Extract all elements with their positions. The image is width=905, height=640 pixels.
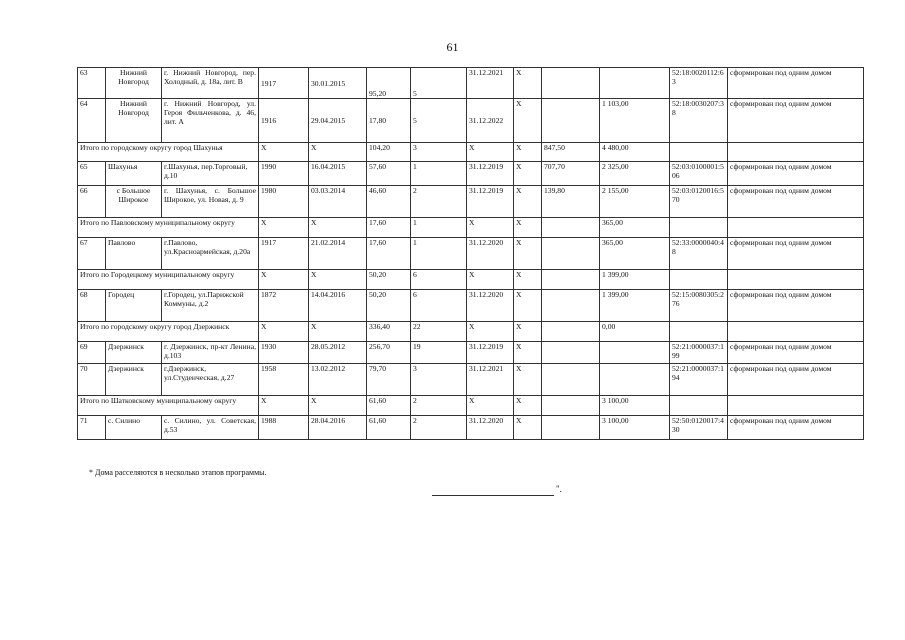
- cell-area: 17,60: [367, 218, 411, 238]
- cell-area: 50,20: [367, 290, 411, 322]
- cell-x: X: [514, 238, 542, 270]
- cell-date: 28.05.2012: [309, 342, 367, 364]
- cell-year: X: [259, 270, 309, 290]
- cell-amount: 0,00: [600, 322, 670, 342]
- cell-year: 1872: [259, 290, 309, 322]
- cell-note: сформирован под одним домом: [728, 68, 864, 99]
- cell-amount: 365,00: [600, 238, 670, 270]
- cell-settlement: Нижний Новгород: [106, 68, 162, 99]
- cell-note: сформирован под одним домом: [728, 238, 864, 270]
- cell-cadastral: 52:21:0000037:194: [670, 364, 728, 396]
- cell-year: 1917: [259, 238, 309, 270]
- cell-area: 104,20: [367, 143, 411, 162]
- table-row: [78, 342, 864, 364]
- cell-settlement: Павлово: [106, 238, 162, 270]
- cell-x: X: [514, 270, 542, 290]
- cell-note: сформирован под одним домом: [728, 364, 864, 396]
- cell-date: 14.04.2016: [309, 290, 367, 322]
- cell-amount: 139,80: [542, 186, 600, 218]
- cell-note: сформирован под одним домом: [728, 162, 864, 186]
- cell-year: 1980: [259, 186, 309, 218]
- cell-amount: [542, 416, 600, 440]
- page-number: 61: [446, 40, 459, 54]
- cell-amount: [542, 99, 600, 143]
- cell-residents: 2: [411, 416, 467, 440]
- cell-x: X: [514, 396, 542, 416]
- cell-deadline: 31.12.2019: [467, 342, 514, 364]
- cell-x: X: [514, 322, 542, 342]
- cell-settlement: Нижний Новгород: [106, 99, 162, 143]
- cell-empty: [670, 143, 728, 162]
- cell-residents: 5: [411, 68, 467, 99]
- cell-cadastral: 52:03:0120016:570: [670, 186, 728, 218]
- cell-amount: [542, 270, 600, 290]
- cell-deadline: X: [467, 396, 514, 416]
- cell-amount: 1 399,00: [600, 270, 670, 290]
- cell-date: X: [309, 270, 367, 290]
- table-row: [78, 186, 864, 218]
- cell-date: 13.02.2012: [309, 364, 367, 396]
- cell-area: 57,60: [367, 162, 411, 186]
- cell-cadastral: 52:18:0020112:63: [670, 68, 728, 99]
- cell-settlement: с. Силино: [106, 416, 162, 440]
- cell-no: 71: [78, 416, 106, 440]
- cell-note: сформирован под одним домом: [728, 186, 864, 218]
- cell-x: X: [514, 416, 542, 440]
- cell-settlement: Дзержинск: [106, 342, 162, 364]
- cell-no: 66: [78, 186, 106, 218]
- total-label: Итого по Шатковскому муниципальному округу: [78, 396, 259, 416]
- cell-address: г.Городец, ул.Парижской Коммуны, д.2: [162, 290, 259, 322]
- cell-deadline: 31.12.2020: [467, 416, 514, 440]
- cell-empty: [670, 396, 728, 416]
- cell-residents: 6: [411, 270, 467, 290]
- cell-empty: [670, 270, 728, 290]
- cell-area: 61,60: [367, 396, 411, 416]
- total-row: [78, 322, 864, 342]
- total-row: [78, 143, 864, 162]
- closing-quote: ".: [556, 484, 562, 494]
- cell-x: X: [514, 218, 542, 238]
- cell-year: 1916: [259, 99, 309, 143]
- closing-line: [432, 486, 554, 496]
- cell-cadastral: 52:03:0100001:506: [670, 162, 728, 186]
- cell-area: 79,70: [367, 364, 411, 396]
- cell-residents: 6: [411, 290, 467, 322]
- cell-amount: 3 100,00: [600, 396, 670, 416]
- cell-address: г. Нижний Новгород, ул. Героя Фильченкова, д. 46, лит. А: [162, 99, 259, 143]
- cell-amount: [542, 68, 600, 99]
- cell-date: X: [309, 143, 367, 162]
- cell-note: сформирован под одним домом: [728, 342, 864, 364]
- cell-x: X: [514, 143, 542, 162]
- cell-year: 1917: [259, 68, 309, 99]
- cell-date: X: [309, 396, 367, 416]
- cell-area: 95,20: [367, 68, 411, 99]
- cell-residents: 2: [411, 186, 467, 218]
- cell-amount: 4 480,00: [600, 143, 670, 162]
- table-row: [78, 238, 864, 270]
- cell-no: 67: [78, 238, 106, 270]
- cell-amount: 2 325,00: [600, 162, 670, 186]
- cell-cadastral: 52:18:0030207:38: [670, 99, 728, 143]
- cell-area: 336,40: [367, 322, 411, 342]
- cell-amount: 1 399,00: [600, 290, 670, 322]
- cell-date: 16.04.2015: [309, 162, 367, 186]
- cell-deadline: 31.12.2021: [467, 68, 514, 99]
- cell-date: 29.04.2015: [309, 99, 367, 143]
- cell-amount: 3 100,00: [600, 416, 670, 440]
- table-row: [78, 99, 864, 143]
- table-row: [78, 68, 864, 99]
- cell-address: г. Шахунья, с. Большое Широкое, ул. Новая, д. 9: [162, 186, 259, 218]
- table-row: [78, 364, 864, 396]
- cell-amount: 1 103,00: [600, 99, 670, 143]
- total-row: [78, 270, 864, 290]
- cell-empty: [728, 218, 864, 238]
- cell-settlement: Шахунья: [106, 162, 162, 186]
- cell-no: 64: [78, 99, 106, 143]
- cell-empty: [728, 322, 864, 342]
- total-label: Итого по Павловскому муниципальному округу: [78, 218, 259, 238]
- cell-amount: [600, 342, 670, 364]
- cell-residents: 2: [411, 396, 467, 416]
- cell-residents: 1: [411, 162, 467, 186]
- cell-amount: [542, 396, 600, 416]
- cell-empty: [670, 218, 728, 238]
- cell-residents: 1: [411, 218, 467, 238]
- cell-address: г.Павлово, ул.Красноармейская, д.20а: [162, 238, 259, 270]
- cell-area: 50,20: [367, 270, 411, 290]
- cell-year: X: [259, 218, 309, 238]
- resettlement-table: [77, 67, 864, 440]
- cell-year: 1958: [259, 364, 309, 396]
- cell-area: 17,80: [367, 99, 411, 143]
- total-label: Итого по городскому округу город Шахунья: [78, 143, 259, 162]
- cell-no: 65: [78, 162, 106, 186]
- cell-residents: 19: [411, 342, 467, 364]
- cell-settlement: Дзержинск: [106, 364, 162, 396]
- cell-area: 17,60: [367, 238, 411, 270]
- cell-area: 61,60: [367, 416, 411, 440]
- cell-x: X: [514, 99, 542, 143]
- cell-note: сформирован под одним домом: [728, 99, 864, 143]
- cell-x: X: [514, 342, 542, 364]
- cell-no: 68: [78, 290, 106, 322]
- cell-date: 03.03.2014: [309, 186, 367, 218]
- cell-no: 63: [78, 68, 106, 99]
- table-row: [78, 290, 864, 322]
- cell-empty: [728, 396, 864, 416]
- cell-address: с. Силино, ул. Советская, д.53: [162, 416, 259, 440]
- total-label: Итого по городскому округу город Дзержинск: [78, 322, 259, 342]
- cell-settlement: с Большое Широкое: [106, 186, 162, 218]
- cell-deadline: 31.12.2019: [467, 186, 514, 218]
- cell-cadastral: 52:21:0000037:199: [670, 342, 728, 364]
- cell-amount: [542, 290, 600, 322]
- cell-amount: [542, 322, 600, 342]
- cell-deadline: X: [467, 322, 514, 342]
- cell-note: сформирован под одним домом: [728, 416, 864, 440]
- cell-cadastral: 52:50:0120017:430: [670, 416, 728, 440]
- cell-x: X: [514, 186, 542, 218]
- cell-deadline: X: [467, 218, 514, 238]
- cell-date: 28.04.2016: [309, 416, 367, 440]
- cell-area: 256,70: [367, 342, 411, 364]
- cell-empty: [728, 270, 864, 290]
- cell-cadastral: 52:15:0080305:276: [670, 290, 728, 322]
- cell-note: сформирован под одним домом: [728, 290, 864, 322]
- cell-x: X: [514, 68, 542, 99]
- cell-address: г.Дзержинск, ул.Студенческая, д.27: [162, 364, 259, 396]
- cell-date: 21.02.2014: [309, 238, 367, 270]
- cell-x: X: [514, 162, 542, 186]
- cell-year: 1988: [259, 416, 309, 440]
- cell-residents: 22: [411, 322, 467, 342]
- cell-address: г. Нижний Новгород, пер. Холодный, д. 18а, лит. В: [162, 68, 259, 99]
- cell-settlement: Городец: [106, 290, 162, 322]
- cell-deadline: 31.12.2019: [467, 162, 514, 186]
- cell-year: X: [259, 143, 309, 162]
- cell-amount: 847,50: [542, 143, 600, 162]
- cell-amount: [600, 68, 670, 99]
- cell-area: 46,60: [367, 186, 411, 218]
- cell-year: 1990: [259, 162, 309, 186]
- cell-address: г. Дзержинск, пр-кт Ленина, д.103: [162, 342, 259, 364]
- total-label: Итого по Городецкому муниципальному округу: [78, 270, 259, 290]
- cell-deadline: 31.12.2021: [467, 364, 514, 396]
- cell-address: г.Шахунья, пер.Торговый, д.10: [162, 162, 259, 186]
- cell-amount: [542, 218, 600, 238]
- cell-amount: 365,00: [600, 218, 670, 238]
- cell-deadline: X: [467, 143, 514, 162]
- cell-residents: 5: [411, 99, 467, 143]
- cell-amount: [542, 342, 600, 364]
- table-row: [78, 416, 864, 440]
- footnote: * Дома расселяются в несколько этапов программы.: [89, 468, 267, 477]
- cell-year: 1930: [259, 342, 309, 364]
- cell-empty: [670, 322, 728, 342]
- total-row: [78, 218, 864, 238]
- cell-deadline: 31.12.2020: [467, 238, 514, 270]
- cell-date: 30.01.2015: [309, 68, 367, 99]
- cell-no: 69: [78, 342, 106, 364]
- table-row: [78, 162, 864, 186]
- cell-x: X: [514, 364, 542, 396]
- cell-date: X: [309, 218, 367, 238]
- cell-amount: 2 155,00: [600, 186, 670, 218]
- cell-residents: 3: [411, 364, 467, 396]
- cell-amount: [542, 364, 600, 396]
- cell-year: X: [259, 322, 309, 342]
- cell-residents: 1: [411, 238, 467, 270]
- cell-x: X: [514, 290, 542, 322]
- cell-date: X: [309, 322, 367, 342]
- cell-no: 70: [78, 364, 106, 396]
- cell-amount: [600, 364, 670, 396]
- cell-residents: 3: [411, 143, 467, 162]
- cell-cadastral: 52:33:0000040:48: [670, 238, 728, 270]
- cell-deadline: 31.12.2020: [467, 290, 514, 322]
- cell-empty: [728, 143, 864, 162]
- cell-amount: 707,70: [542, 162, 600, 186]
- cell-deadline: X: [467, 270, 514, 290]
- cell-year: X: [259, 396, 309, 416]
- cell-deadline: 31.12.2022: [467, 99, 514, 143]
- total-row: [78, 396, 864, 416]
- cell-amount: [542, 238, 600, 270]
